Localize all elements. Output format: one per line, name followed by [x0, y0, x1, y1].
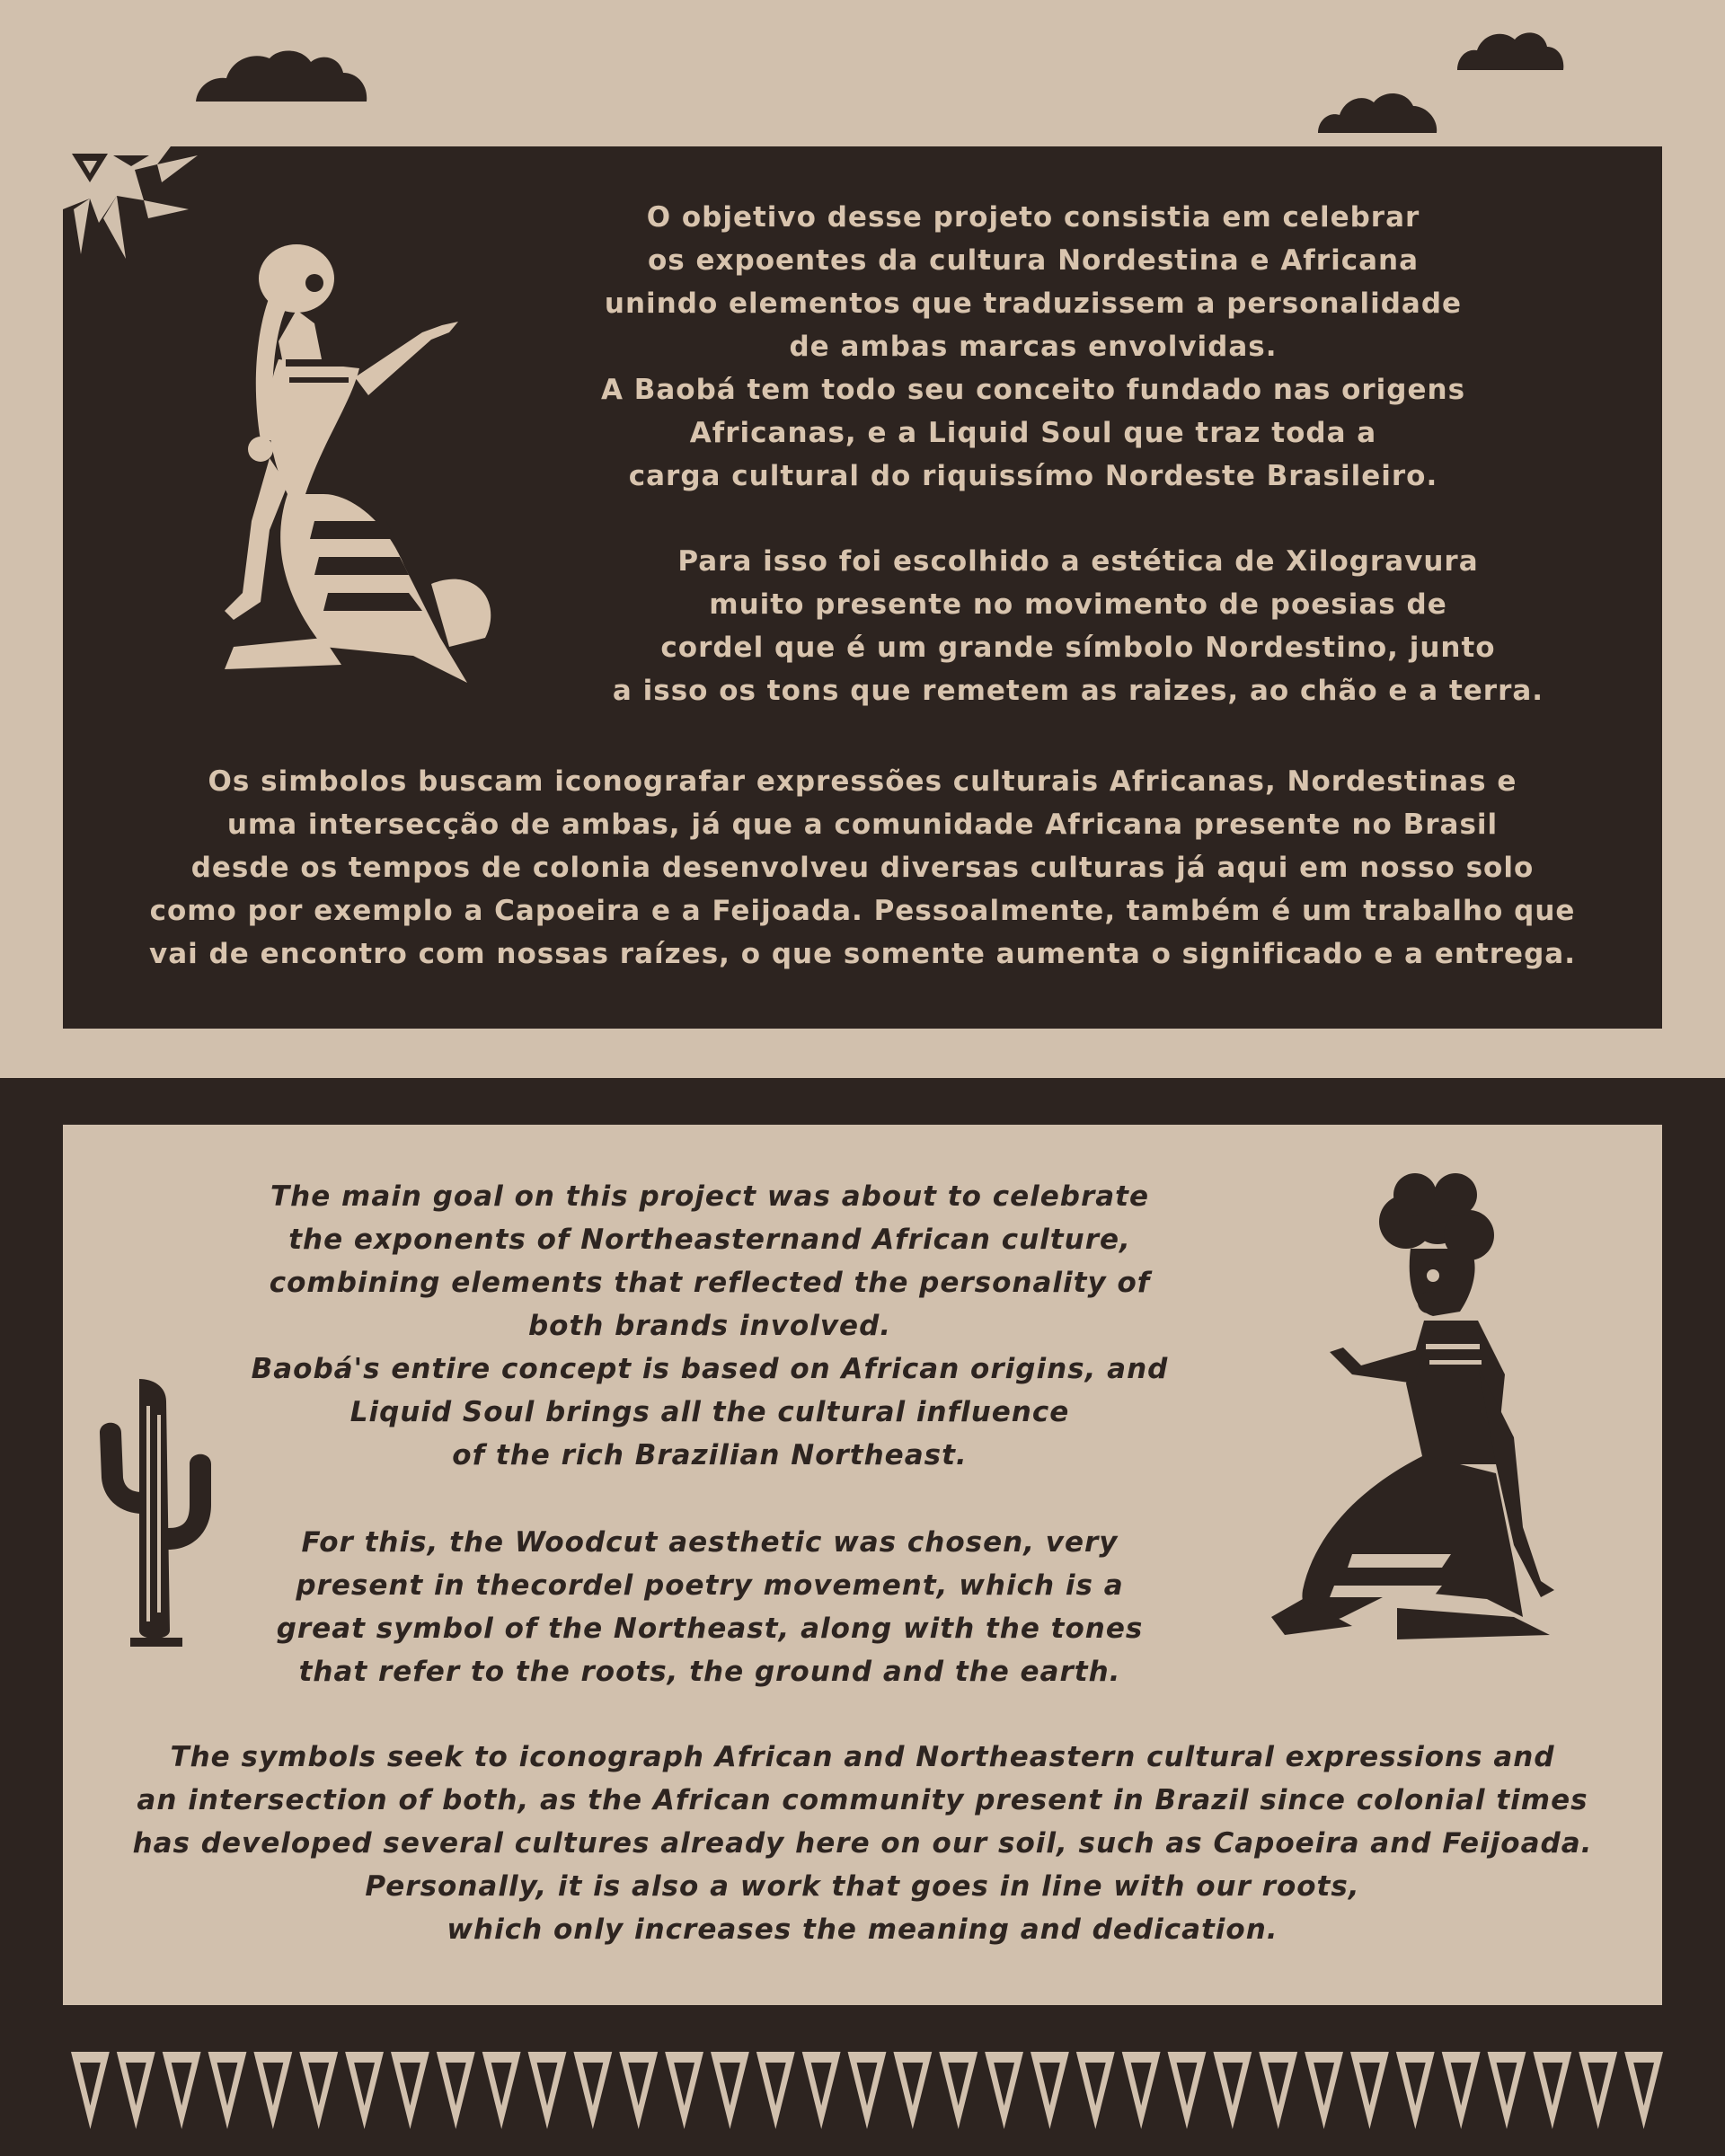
- text-line: como por exemplo a Capoeira e a Feijoada. Pessoalmente, também é um trabalho que: [149, 895, 1576, 927]
- text-line: vai de encontro com nossas raízes, o que somente aumenta o significado e a entrega.: [149, 938, 1576, 970]
- cloud-icon: [1318, 90, 1438, 135]
- english-style-text: [225, 1521, 1195, 1693]
- text-line: unindo elementos que traduzissem a personalidade: [604, 287, 1463, 320]
- text-line: Para isso foi escolhido a estética de Xilogravura: [677, 545, 1479, 578]
- text-line: which only increases the meaning and dedication.: [447, 1913, 1278, 1946]
- text-line: the exponents of Northeasternand African culture,: [288, 1224, 1131, 1256]
- text-line: Liquid Soul brings all the cultural influence: [349, 1396, 1070, 1428]
- text-line: a isso os tons que remetem as raizes, ao chão e a terra.: [612, 675, 1544, 707]
- text-line: uma intersecção de ambas, já que a comunidade Africana presente no Brasil: [226, 808, 1499, 841]
- text-line: both brands involved.: [527, 1310, 892, 1342]
- text-line: of the rich Brazilian Northeast.: [452, 1439, 968, 1471]
- text-line: The main goal on this project was about to celebrate: [270, 1180, 1149, 1213]
- portuguese-symbols-text: [90, 760, 1635, 976]
- text-line: great symbol of the Northeast, along with the tones: [276, 1613, 1144, 1645]
- text-line: cordel que é um grande símbolo Nordestino, junto: [660, 632, 1496, 664]
- tribal-sun-icon: [63, 146, 198, 263]
- cloud-icon: [196, 49, 368, 103]
- text-line: has developed several cultures already here on our soil, such as Capoeira and Feijoada.: [132, 1827, 1593, 1860]
- text-line: os expoentes da cultura Nordestina e Africana: [647, 244, 1419, 277]
- text-line: desde os tempos de colonia desenvolveu diversas culturas já aqui em nosso solo: [190, 852, 1535, 884]
- text-line: Africanas, e a Liquid Soul que traz toda a: [689, 417, 1377, 449]
- text-line: that refer to the roots, the ground and the earth.: [298, 1656, 1121, 1688]
- text-line: combining elements that reflected the personality of: [269, 1267, 1151, 1299]
- portuguese-intro-text: [575, 196, 1491, 498]
- portuguese-style-text: [575, 540, 1581, 712]
- text-line: Os simbolos buscam iconografar expressões culturais Africanas, Nordestinas e: [208, 765, 1517, 798]
- text-line: an intersection of both, as the African community present in Brazil since colonial times: [137, 1784, 1588, 1816]
- text-line: Baobá's entire concept is based on African origins, and: [251, 1353, 1169, 1385]
- text-line: For this, the Woodcut aesthetic was chosen, very: [301, 1526, 1119, 1559]
- triangle-border-icon: [67, 2046, 1667, 2136]
- text-line: de ambas marcas envolvidas.: [789, 331, 1278, 363]
- text-line: muito presente no movimento de poesias de: [709, 588, 1447, 621]
- cloud-icon: [1457, 27, 1565, 72]
- text-line: A Baobá tem todo seu conceito fundado nas origens: [600, 374, 1466, 406]
- english-intro-text: [225, 1175, 1195, 1477]
- text-line: The symbols seek to iconograph African and Northeastern cultural expressions and: [170, 1741, 1555, 1773]
- kneeling-woman-icon: [207, 225, 566, 692]
- english-symbols-text: [99, 1736, 1626, 1951]
- text-line: present in thecordel poetry movement, which is a: [296, 1569, 1124, 1602]
- cactus-icon: [76, 1379, 238, 1648]
- afro-woman-icon: [1217, 1168, 1568, 1698]
- text-line: O objetivo desse projeto consistia em celebrar: [646, 201, 1420, 234]
- text-line: Personally, it is also a work that goes in line with our roots,: [365, 1870, 1360, 1903]
- text-line: carga cultural do riquissímo Nordeste Brasileiro.: [628, 460, 1438, 492]
